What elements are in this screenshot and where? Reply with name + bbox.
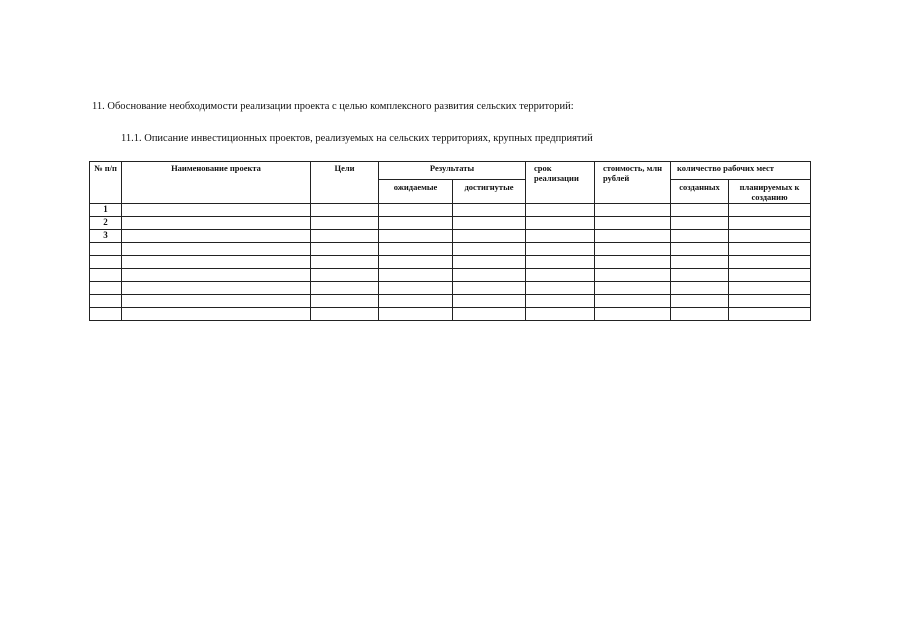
cell-term: [526, 295, 595, 308]
cell-planned: [729, 217, 811, 230]
table-row: [90, 243, 811, 256]
cell-created: [671, 230, 729, 243]
row-number: 1: [90, 204, 122, 217]
cell-project-name: [122, 217, 311, 230]
cell-goals: [311, 230, 379, 243]
cell-created: [671, 295, 729, 308]
cell-expected: [379, 217, 453, 230]
row-number: 3: [90, 230, 122, 243]
projects-table: [89, 161, 811, 321]
cell-expected: [379, 256, 453, 269]
section-heading: 11. Обоснование необходимости реализации проекта с целью комплексного развития сельских территорий:: [92, 101, 574, 112]
cell-expected: [379, 204, 453, 217]
cell-planned: [729, 308, 811, 321]
cell-created: [671, 217, 729, 230]
cell-goals: [311, 282, 379, 295]
row-number: [90, 256, 122, 269]
cell-created: [671, 243, 729, 256]
subsection-heading: 11.1. Описание инвестиционных проектов, реализуемых на сельских территориях, крупных предприятий: [121, 133, 593, 144]
row-number: [90, 282, 122, 295]
cell-planned: [729, 243, 811, 256]
cell-planned: [729, 230, 811, 243]
cell-term: [526, 256, 595, 269]
table-row: [90, 295, 811, 308]
cell-term: [526, 269, 595, 282]
cell-goals: [311, 295, 379, 308]
cell-achieved: [453, 204, 526, 217]
cell-cost: [595, 204, 671, 217]
cell-term: [526, 308, 595, 321]
cell-project-name: [122, 243, 311, 256]
table-row: [90, 217, 811, 230]
cell-expected: [379, 308, 453, 321]
table-row: [90, 308, 811, 321]
cell-cost: [595, 230, 671, 243]
header-cost: стоимость, млн рублей: [595, 162, 671, 204]
cell-project-name: [122, 295, 311, 308]
row-number: [90, 295, 122, 308]
table-row: [90, 256, 811, 269]
cell-cost: [595, 256, 671, 269]
cell-achieved: [453, 295, 526, 308]
cell-project-name: [122, 256, 311, 269]
cell-project-name: [122, 269, 311, 282]
cell-goals: [311, 269, 379, 282]
cell-planned: [729, 295, 811, 308]
cell-term: [526, 204, 595, 217]
cell-cost: [595, 282, 671, 295]
cell-goals: [311, 217, 379, 230]
cell-project-name: [122, 204, 311, 217]
cell-cost: [595, 308, 671, 321]
cell-achieved: [453, 282, 526, 295]
header-results: Результаты: [379, 162, 526, 180]
cell-planned: [729, 282, 811, 295]
header-goals: Цели: [311, 162, 379, 204]
cell-planned: [729, 256, 811, 269]
cell-term: [526, 230, 595, 243]
row-number: [90, 269, 122, 282]
header-num: № п/п: [90, 162, 122, 204]
cell-created: [671, 256, 729, 269]
header-project-name: Наименование проекта: [122, 162, 311, 204]
row-number: [90, 308, 122, 321]
cell-achieved: [453, 217, 526, 230]
header-expected: ожидаемые: [379, 180, 453, 204]
table-row: [90, 230, 811, 243]
cell-created: [671, 269, 729, 282]
header-achieved: достигнутые: [453, 180, 526, 204]
cell-goals: [311, 243, 379, 256]
header-planned: планируемых к созданию: [729, 180, 811, 204]
table-row: [90, 204, 811, 217]
cell-cost: [595, 217, 671, 230]
cell-project-name: [122, 282, 311, 295]
cell-achieved: [453, 269, 526, 282]
cell-cost: [595, 295, 671, 308]
cell-cost: [595, 269, 671, 282]
table-row: [90, 282, 811, 295]
cell-created: [671, 204, 729, 217]
cell-expected: [379, 243, 453, 256]
cell-planned: [729, 204, 811, 217]
cell-cost: [595, 243, 671, 256]
cell-project-name: [122, 308, 311, 321]
cell-achieved: [453, 308, 526, 321]
cell-achieved: [453, 230, 526, 243]
cell-created: [671, 282, 729, 295]
header-created: созданных: [671, 180, 729, 204]
row-number: [90, 243, 122, 256]
cell-achieved: [453, 256, 526, 269]
cell-goals: [311, 308, 379, 321]
cell-created: [671, 308, 729, 321]
cell-achieved: [453, 243, 526, 256]
cell-term: [526, 217, 595, 230]
header-jobs: количество рабочих мест: [671, 162, 811, 180]
cell-term: [526, 282, 595, 295]
cell-goals: [311, 256, 379, 269]
header-term: срок реализации: [526, 162, 595, 204]
cell-expected: [379, 295, 453, 308]
cell-expected: [379, 230, 453, 243]
cell-project-name: [122, 230, 311, 243]
cell-goals: [311, 204, 379, 217]
cell-planned: [729, 269, 811, 282]
cell-expected: [379, 282, 453, 295]
table-row: [90, 269, 811, 282]
cell-expected: [379, 269, 453, 282]
cell-term: [526, 243, 595, 256]
row-number: 2: [90, 217, 122, 230]
